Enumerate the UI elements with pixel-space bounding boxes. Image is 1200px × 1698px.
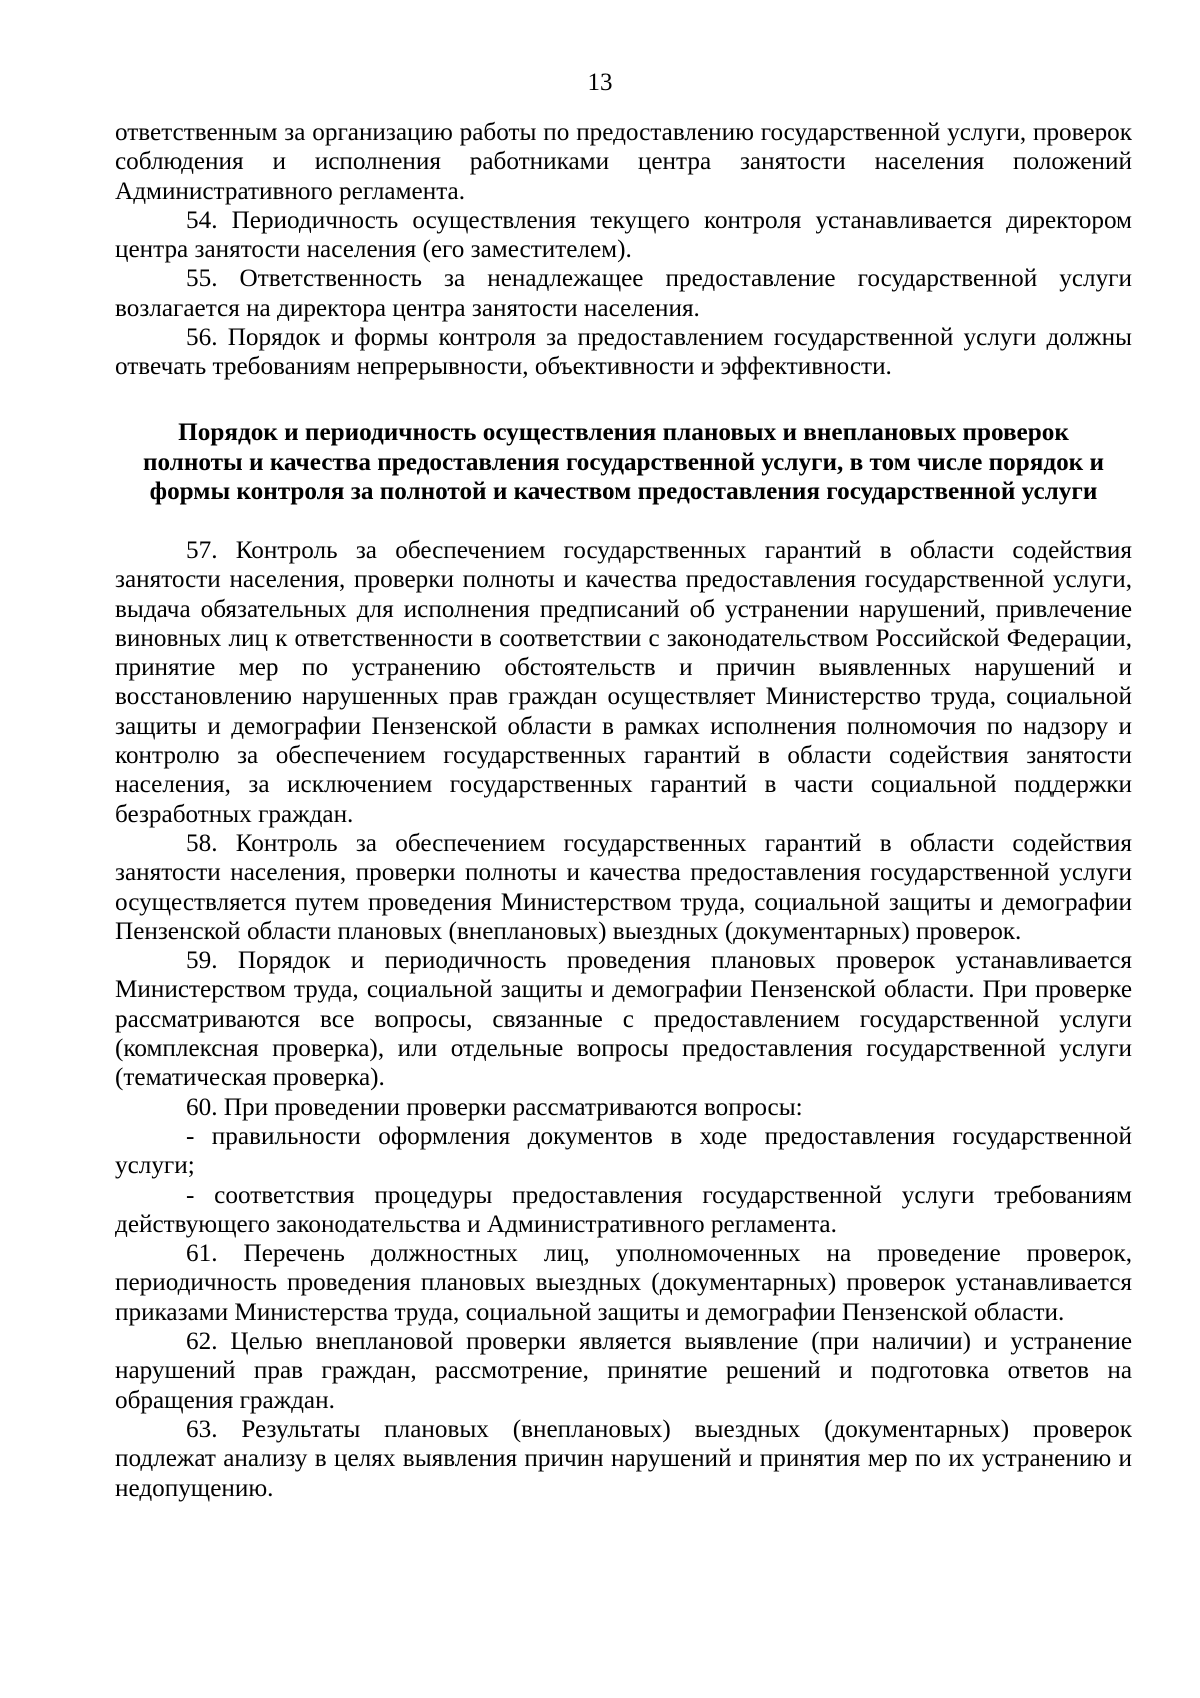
paragraph-56: 56. Порядок и формы контроля за предоставлением государственной услуги должны отвечать требованиям непрерывности, объективности и эффективности. bbox=[115, 324, 1132, 381]
top-text-block bbox=[115, 118, 1132, 382]
paragraph-60: 60. При проведении проверки рассматриваются вопросы: bbox=[186, 1093, 803, 1121]
heading-line: формы контроля за полнотой и качеством предоставления государственной услуги bbox=[149, 478, 1098, 505]
paragraph-57: 57. Контроль за обеспечением государственных гарантий в области содействия занятости населения, проверки полноты и качества предоставления государственной услуги, выдача обязательных для исполнения предписаний об устранении нарушений, привлечение виновных лиц к ответственности в соответствии с законодательством Российской Федерации, принятие мер по устранению обстоятельств и причин выявленных нарушений и восстановлению нарушенных прав граждан осуществляет Министерство труда, социальной защиты и демографии Пензенской области в рамках исполнения полномочия по надзору и контролю за обеспечением государственных гарантий в области содействия занятости населения, за исключением государственных гарантий в части социальной поддержки безработных граждан. bbox=[115, 537, 1132, 828]
section-heading bbox=[115, 418, 1132, 507]
heading-line: Порядок и периодичность осуществления плановых и внеплановых проверок bbox=[178, 419, 1069, 446]
heading-line: полноты и качества предоставления государственной услуги, в том числе порядок и bbox=[143, 448, 1104, 476]
paragraph-55: 55. Ответственность за ненадлежащее предоставление государственной услуги возлагается на директора центра занятости населения. bbox=[115, 265, 1132, 322]
paragraph-54: 54. Периодичность осуществления текущего контроля устанавливается директором центра занятости населения (его заместителем). bbox=[115, 206, 1132, 264]
paragraph-59: 59. Порядок и периодичность проведения плановых проверок устанавливается Министерством труда, социальной защиты и демографии Пензенской области. При проверке рассматриваются все вопросы, связанные с предоставлением государственной услуги (комплексная проверка), или отдельные вопросы предоставления государственной услуги (тематическая проверка). bbox=[115, 947, 1132, 1092]
list-item-documents: - правильности оформления документов в ходе предоставления государственной услуги; bbox=[115, 1122, 1132, 1180]
paragraph-63: 63. Результаты плановых (внеплановых) выездных (документарных) проверок подлежат анализу в целях выявления причин нарушений и принятия мер по их устранению и недопущению. bbox=[115, 1415, 1132, 1502]
paragraph-continuation: ответственным за организацию работы по предоставлению государственной услуги, проверок соблюдения и исполнения работниками центра занятости населения положений Административного регламента. bbox=[115, 119, 1132, 205]
paragraph-61: 61. Перечень должностных лиц, уполномоченных на проведение проверок, периодичность проведения плановых выездных (документарных) проверок устанавливается приказами Министерства труда, социальной защиты и демографии Пензенской области. bbox=[115, 1240, 1132, 1326]
main-text-block bbox=[115, 536, 1132, 1503]
list-item-procedure: - соответствия процедуры предоставления государственной услуги требованиям действующего законодательства и Административного регламента. bbox=[115, 1181, 1132, 1238]
page-number: 13 bbox=[587, 69, 613, 96]
paragraph-58: 58. Контроль за обеспечением государственных гарантий в области содействия занятости населения, проверки полноты и качества предоставления государственной услуги осуществляется путем проведения Министерством труда, социальной защиты и демографии Пензенской области плановых (внеплановых) выездных (документарных) проверок. bbox=[115, 829, 1132, 945]
paragraph-62: 62. Целью внеплановой проверки является выявление (при наличии) и устранение нарушений прав граждан, рассмотрение, принятие решений и подготовка ответов на обращения граждан. bbox=[115, 1328, 1132, 1414]
